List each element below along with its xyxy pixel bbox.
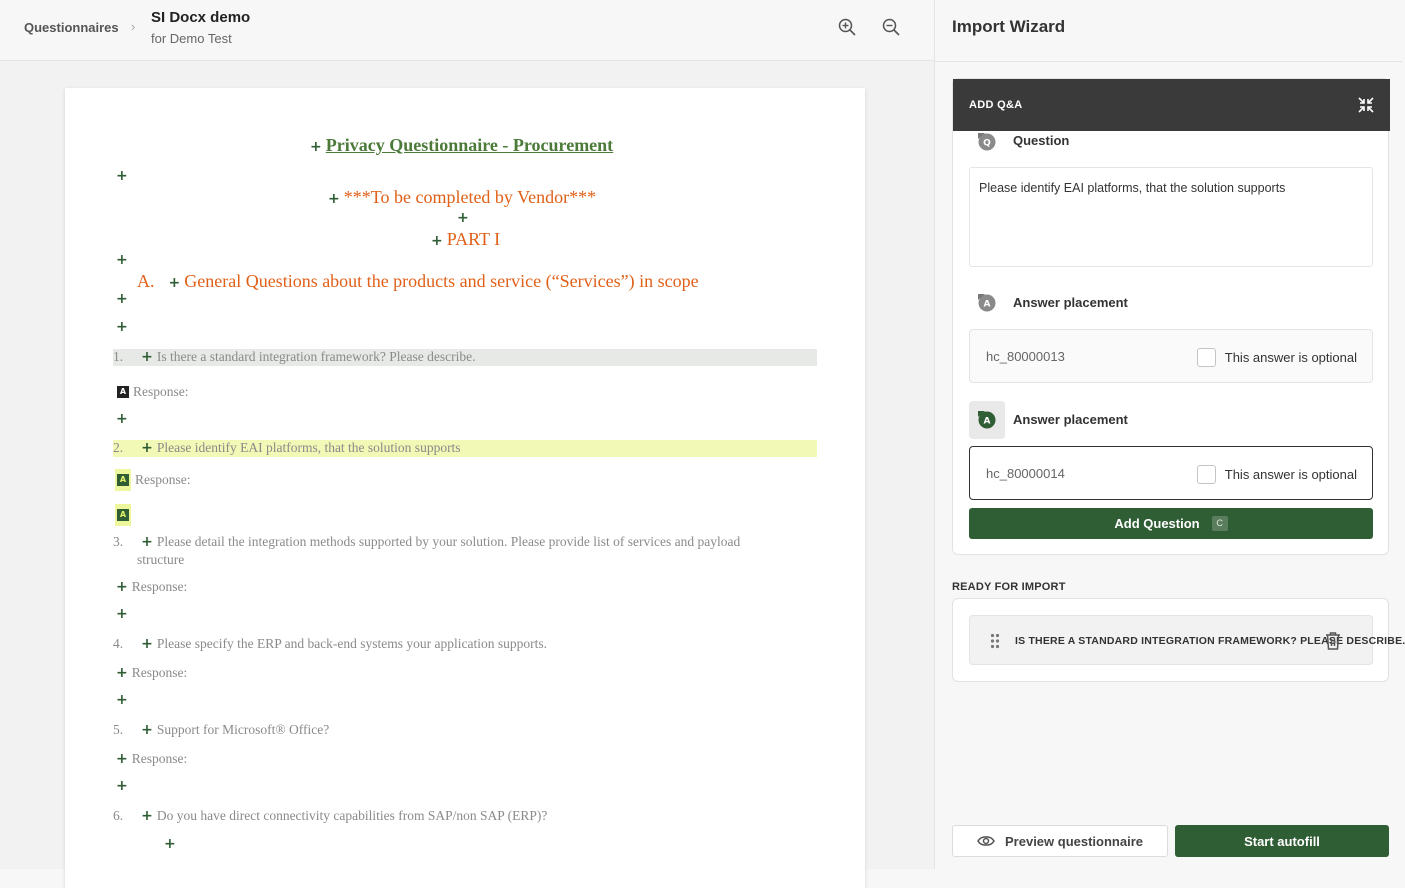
question-text: Please detail the integration methods supported by your solution. Please provide list of services and payload — [156, 534, 741, 549]
answer-step-icon-active — [969, 401, 1005, 439]
add-marker-icon[interactable]: + — [116, 168, 128, 184]
answer-placement-id: hc_80000014 — [986, 466, 1065, 481]
response-line[interactable]: + Response: — [116, 751, 188, 767]
answer-marker-icon: A — [117, 386, 129, 398]
question-step-icon — [976, 131, 998, 153]
response-line[interactable]: A Response: — [117, 383, 189, 401]
question-text: Support for Microsoft® Office? — [156, 722, 330, 737]
ready-for-import-card — [952, 598, 1405, 682]
question-item[interactable]: 3. + Please detail the integration methods supported by your solution. Please provide list of services and payload — [113, 534, 741, 550]
response-line[interactable]: A Response: — [115, 469, 191, 491]
add-marker-icon[interactable]: + — [141, 722, 153, 738]
zoom-out-icon[interactable] — [881, 17, 901, 37]
add-marker-icon[interactable]: + — [116, 778, 128, 794]
optional-checkbox[interactable]: This answer is optional — [1197, 465, 1357, 484]
answer-placement-label: Answer placement — [1013, 295, 1128, 310]
ready-for-import-label: READY FOR IMPORT — [952, 581, 1066, 593]
answer-marker-icon: A — [117, 474, 129, 486]
add-qa-card — [952, 78, 1389, 555]
start-autofill-button[interactable]: Start autofill — [1175, 825, 1389, 857]
svg-text:Q: Q — [983, 138, 991, 149]
divider — [935, 61, 1402, 62]
question-label: Question — [1013, 133, 1070, 148]
doc-title: Privacy Questionnaire - Procurement — [325, 135, 614, 155]
answer-marker-icon: A — [117, 509, 129, 521]
doc-title-line — [310, 135, 613, 156]
part-line — [431, 229, 500, 250]
preview-questionnaire-button[interactable]: Preview questionnaire — [952, 825, 1168, 857]
add-marker-icon[interactable]: + — [116, 411, 128, 427]
zoom-in-icon[interactable] — [837, 17, 857, 37]
response-line[interactable]: + Response: — [116, 665, 188, 681]
document-page — [65, 88, 865, 888]
section-line — [137, 271, 699, 292]
question-item-selected[interactable]: 2. + Please identify EAI platforms, that the solution supports — [113, 440, 461, 456]
optional-checkbox[interactable]: This answer is optional — [1197, 348, 1357, 367]
question-text: Please identify EAI platforms, that the solution supports — [156, 440, 461, 455]
chevron-right-icon: › — [131, 19, 136, 34]
panel-title: Import Wizard — [952, 17, 1066, 36]
add-marker-icon[interactable]: + — [141, 808, 153, 824]
page-subtitle: for Demo Test — [151, 31, 232, 46]
question-item[interactable]: 1. + Is there a standard integration framework? Please describe. — [113, 349, 476, 365]
list-item[interactable] — [969, 615, 1405, 665]
answer-step-icon — [976, 409, 998, 431]
svg-text:A: A — [983, 299, 991, 310]
checkbox-icon[interactable] — [1197, 465, 1216, 484]
ready-item-text: IS THERE A STANDARD INTEGRATION FRAMEWORK? PLEASE DESCRIBE. — [1015, 635, 1405, 647]
top-bar — [0, 0, 934, 61]
add-marker-icon[interactable]: + — [116, 665, 128, 681]
add-marker-icon[interactable]: + — [431, 233, 443, 249]
question-item[interactable]: 6. + Do you have direct connectivity capabilities from SAP/non SAP (ERP)? — [113, 808, 548, 824]
vendor-note-line — [328, 187, 596, 208]
svg-text:A: A — [983, 416, 991, 427]
section-letter: A. — [137, 271, 155, 291]
question-text-continued: structure — [137, 552, 185, 567]
eye-icon — [977, 834, 995, 848]
question-item[interactable]: 5. + Support for Microsoft® Office? — [113, 722, 330, 738]
add-marker-icon[interactable]: + — [116, 692, 128, 708]
add-marker-icon[interactable]: + — [164, 836, 176, 852]
add-marker-icon[interactable]: + — [168, 275, 181, 291]
add-marker-icon[interactable]: + — [141, 349, 153, 365]
add-marker-icon[interactable]: + — [116, 252, 128, 268]
add-marker-icon[interactable]: + — [457, 210, 469, 226]
drag-handle-icon[interactable] — [990, 633, 1000, 649]
add-marker-icon[interactable]: + — [141, 636, 153, 652]
section-title: General Questions about the products and service (“Services”) in scope — [184, 271, 699, 291]
add-marker-icon[interactable]: + — [141, 440, 153, 456]
page-title: SI Docx demo — [151, 9, 251, 26]
add-marker-icon[interactable]: + — [310, 139, 322, 155]
add-marker-icon[interactable]: + — [116, 291, 128, 307]
add-marker-icon[interactable]: + — [141, 534, 153, 550]
question-text: Please specify the ERP and back-end systems your application supports. — [156, 636, 548, 651]
add-qa-header — [953, 79, 1390, 131]
answer-placement-field-active[interactable] — [969, 446, 1373, 500]
add-qa-title: ADD Q&A — [969, 99, 1023, 111]
question-item[interactable]: 4. + Please specify the ERP and back-end systems your application supports. — [113, 636, 548, 652]
vendor-note: ***To be completed by Vendor*** — [343, 187, 597, 207]
add-marker-icon[interactable]: + — [116, 751, 128, 767]
answer-placement-id: hc_80000013 — [986, 349, 1065, 364]
shortcut-badge: C — [1212, 516, 1228, 531]
question-textarea[interactable]: Please identify EAI platforms, that the solution supports — [969, 167, 1373, 267]
answer-placement-label: Answer placement — [1013, 412, 1128, 427]
breadcrumb-questionnaires[interactable]: Questionnaires — [24, 20, 119, 35]
add-marker-icon[interactable]: + — [328, 191, 340, 207]
checkbox-icon[interactable] — [1197, 348, 1216, 367]
add-marker-icon[interactable]: + — [116, 579, 128, 595]
add-question-button[interactable]: Add Question C — [969, 508, 1373, 539]
collapse-icon[interactable] — [1358, 97, 1374, 113]
add-marker-icon[interactable]: + — [116, 606, 128, 622]
trash-icon[interactable] — [1324, 631, 1342, 651]
question-text: Is there a standard integration framework? Please describe. — [156, 349, 476, 364]
part-heading: PART I — [446, 229, 501, 249]
response-placement-line[interactable] — [115, 504, 131, 526]
import-wizard-panel — [934, 0, 1405, 869]
add-marker-icon[interactable]: + — [116, 319, 128, 335]
answer-step-icon — [976, 292, 998, 314]
answer-placement-field[interactable] — [969, 329, 1373, 383]
response-line[interactable]: + Response: — [116, 579, 188, 595]
question-text: Do you have direct connectivity capabilities from SAP/non SAP (ERP)? — [156, 808, 548, 823]
document-viewer[interactable] — [0, 61, 934, 869]
